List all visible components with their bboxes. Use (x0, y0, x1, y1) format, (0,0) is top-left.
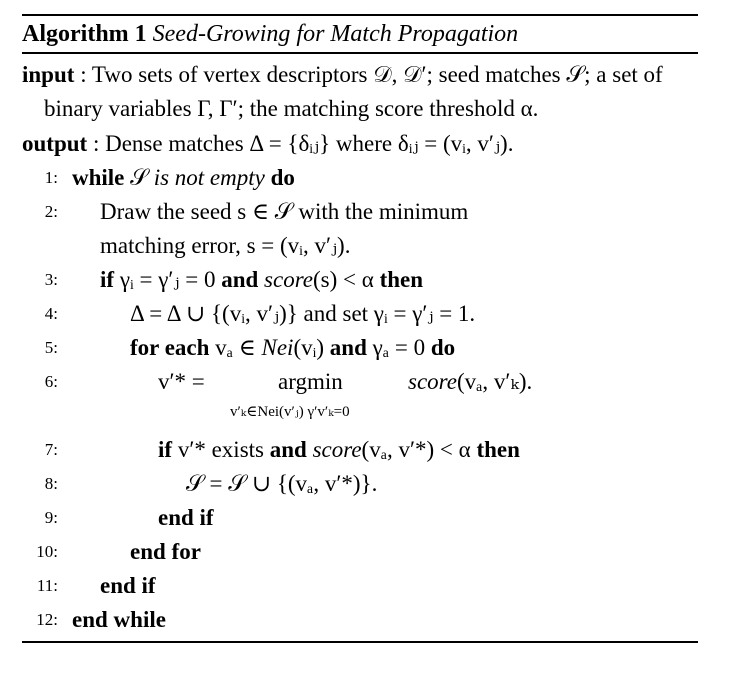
output-keyword: output (22, 130, 88, 156)
keyword-then: then (379, 267, 424, 292)
bottom-rule-wrap (22, 641, 698, 643)
math-text: γᵢ = γ′ⱼ = 0 (114, 267, 222, 292)
line-code (100, 263, 423, 297)
keyword-end-if: end if (100, 573, 156, 598)
math-text: γₐ = 0 (366, 335, 431, 360)
keyword-do: do (264, 165, 295, 190)
keyword-do: do (430, 335, 456, 360)
algorithm-line-12 (22, 603, 698, 637)
keyword-for-each: for each (130, 335, 210, 360)
math-text: 𝒮 (124, 165, 154, 190)
math-text: vₐ ∈ (209, 335, 262, 360)
keyword-end-if: end if (158, 505, 214, 530)
math-text: (vᵢ) (293, 335, 330, 360)
line-number: 8: (44, 474, 58, 493)
algorithm-line-2-continued (22, 229, 698, 263)
line-number: 6: (44, 372, 58, 391)
line-code: Draw the seed s ∈ 𝒮 with the minimum (100, 199, 469, 224)
math-text: (vₐ, v′ₖ). (456, 369, 533, 394)
keyword-end-while: end while (72, 607, 166, 632)
line-number: 10: (36, 542, 58, 561)
keyword-and: and (221, 267, 259, 292)
algorithm-line-7 (22, 433, 698, 467)
italic-text: Nei (261, 335, 294, 360)
italic-text: score (408, 369, 457, 394)
algorithm-line-4 (22, 297, 698, 331)
keyword-while: while (72, 165, 125, 190)
argmin-lhs: v′* = (158, 369, 205, 394)
argmin-rhs (408, 365, 532, 399)
line-number: 4: (44, 304, 58, 323)
line-number: 7: (44, 440, 58, 459)
line-code: 𝒮 = 𝒮 ∪ {(vₐ, v′*)}. (186, 471, 378, 496)
line-code: matching error, s = (vᵢ, v′ⱼ). (100, 233, 351, 258)
keyword-if: if (100, 267, 115, 292)
italic-text: score (306, 437, 362, 462)
line-number: 3: (44, 270, 58, 289)
output-spec (22, 127, 698, 162)
algorithm-box (22, 14, 698, 643)
line-number: 9: (44, 508, 58, 527)
bottom-rule (22, 641, 698, 643)
line-number: 12: (36, 610, 58, 629)
algorithm-line-9 (22, 501, 698, 535)
keyword-then: then (476, 437, 520, 462)
math-text: (vₐ, v′*) < α (361, 437, 477, 462)
line-code: Δ = Δ ∪ {(vᵢ, v′ⱼ)} and set γᵢ = γ′ⱼ = 1. (130, 301, 476, 326)
input-keyword: input (22, 61, 75, 87)
keyword-end-for: end for (130, 539, 201, 564)
algorithm-line-1 (22, 161, 698, 195)
caption-rule (22, 52, 698, 54)
algorithm-line-8 (22, 467, 698, 501)
math-text: v′* exists (172, 437, 270, 462)
algorithm-line-3 (22, 263, 698, 297)
input-spec (22, 58, 698, 127)
keyword-and: and (269, 437, 307, 462)
argmin-subscript: v′ₖ∈Nei(v′ⱼ) γ′v′ₖ=0 (230, 404, 350, 420)
math-text: (s) < α (313, 267, 380, 292)
argmin-operator: argmin (278, 369, 343, 394)
italic-text: score (258, 267, 314, 292)
input-text: : Two sets of vertex descriptors 𝒟, 𝒟′; seed matches 𝒮; a set of binary variables Γ, Γ′; the matching score threshold α. (44, 61, 663, 121)
algorithm-line-2 (22, 195, 698, 229)
line-number: 2: (44, 202, 58, 221)
line-code (130, 331, 455, 365)
keyword-and: and (329, 335, 367, 360)
line-number: 5: (44, 338, 58, 357)
algorithm-line-10 (22, 535, 698, 569)
italic-text: is not empty (153, 165, 265, 190)
output-text: : Dense matches Δ = {δᵢⱼ} where δᵢⱼ = (vᵢ, v′ⱼ). (92, 130, 514, 156)
line-code (158, 433, 520, 467)
algorithm-number: Algorithm 1 (22, 21, 147, 47)
algorithm-line-5 (22, 331, 698, 365)
algorithm-line-11 (22, 569, 698, 603)
keyword-if: if (158, 437, 173, 462)
algorithm-line-6 (22, 365, 698, 433)
algorithm-caption (22, 16, 698, 52)
algorithm-title: Seed-Growing for Match Propagation (152, 21, 519, 47)
line-code (72, 161, 295, 195)
line-number: 11: (36, 576, 58, 595)
line-number: 1: (44, 168, 58, 187)
